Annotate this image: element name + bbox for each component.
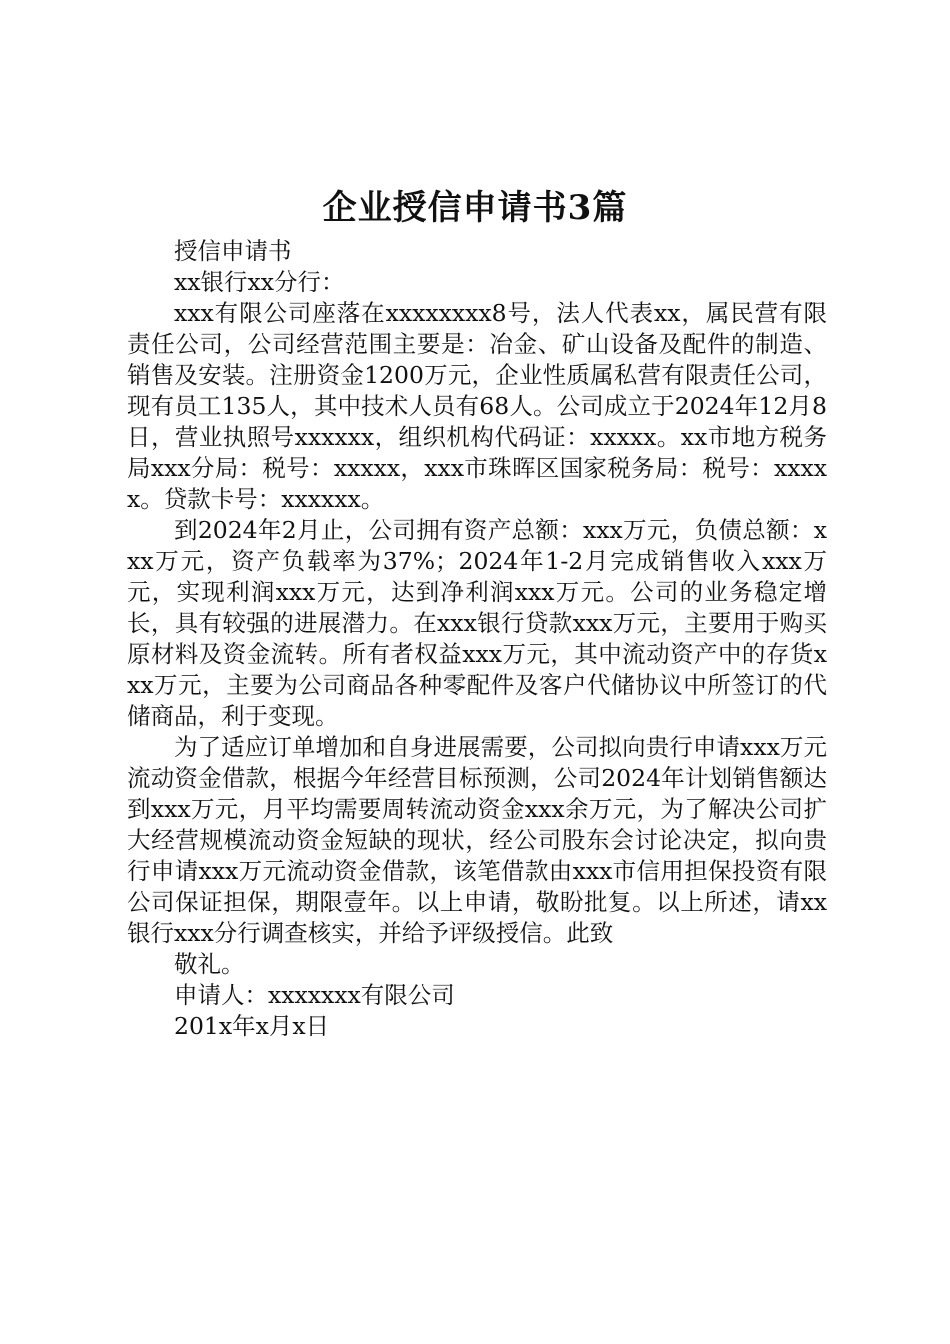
- document-body: [127, 236, 827, 1042]
- paragraph-company-profile: xxx有限公司座落在xxxxxxxx8号，法人代表xx，属民营有限责任公司，公司经营范围主要是：冶金、矿山设备及配件的制造、销售及安装。注册资金1200万元，企业性质属私营有限责任公司，现有员工135人，其中技术人员有68人。公司成立于2024年12月8日，营业执照号xxxxxx，组织机构代码证：xxxxx。xx市地方税务局xxx分局：税号：xxxxx，xxx市珠晖区国家税务局：税号：xxxxx。贷款卡号：xxxxxx。: [127, 299, 827, 513]
- salutation: xx银行xx分行：: [174, 268, 345, 296]
- paragraph-financial-status: 到2024年2月止，公司拥有资产总额：xxx万元，负债总额：xxx万元，资产负载率为37%；2024年1-2月完成销售收入xxx万元，实现利润xxx万元，达到净利润xxx万元。公司的业务稳定增长，具有较强的进展潜力。在xxx银行贷款xxx万元，主要用于购买原材料及资金流转。所有者权益xxx万元，其中流动资产中的存货xxx万元，主要为公司商品各种零配件及客户代储协议中所签订的代储商品，利于变现。: [127, 516, 827, 730]
- applicant-line: 申请人：xxxxxxx有限公司: [174, 981, 455, 1009]
- document-heading: 授信申请书: [174, 237, 292, 265]
- document-title: 企业授信申请书3篇: [322, 188, 628, 228]
- paragraph-loan-request: 为了适应订单增加和自身进展需要，公司拟向贵行申请xxx万元流动资金借款，根据今年经营目标预测，公司2024年计划销售额达到xxx万元，月平均需要周转流动资金xxx余万元，为了解决公司扩大经营规模流动资金短缺的现状，经公司股东会讨论决定，拟向贵行申请xxx万元流动资金借款，该笔借款由xxx市信用担保投资有限公司保证担保，期限壹年。以上申请，敬盼批复。以上所述，请xx银行xxx分行调查核实，并给予评级授信。此致: [127, 733, 827, 947]
- date-line: 201x年x月x日: [174, 1012, 330, 1040]
- closing-salutation: 敬礼。: [174, 950, 245, 978]
